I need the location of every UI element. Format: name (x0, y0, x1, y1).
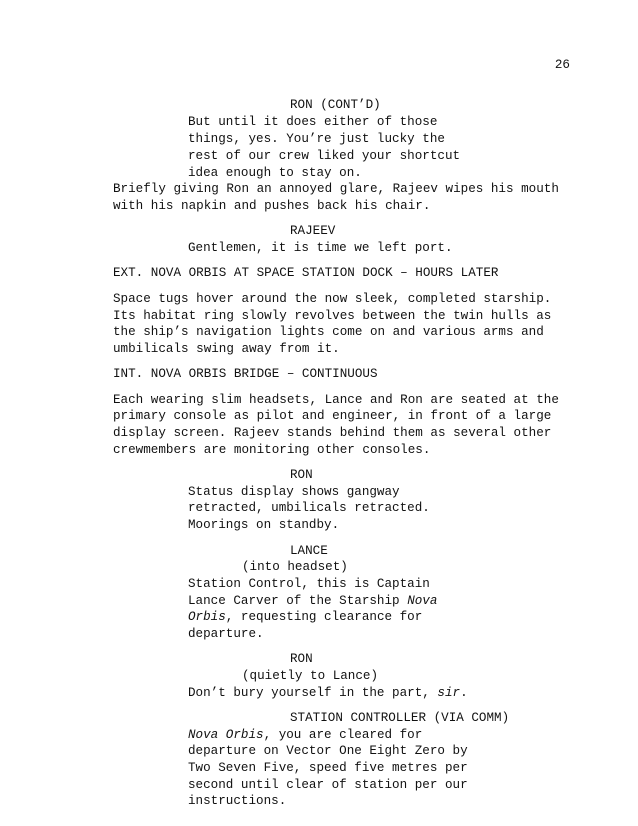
parenthetical: (quietly to Lance) (242, 669, 379, 683)
action-line: with his napkin and pushes back his chair. (113, 199, 431, 213)
dialogue-line: Moorings on standby. (188, 518, 340, 532)
dialogue-line: idea enough to stay on. (188, 166, 362, 180)
action-line: Each wearing slim headsets, Lance and Ron are seated at the (113, 393, 559, 407)
page-number: 26 (554, 58, 570, 72)
dialogue-text: Don’t bury yourself in the part, (188, 686, 438, 700)
dialogue-line: retracted, umbilicals retracted. (188, 501, 430, 515)
ship-name-italic: Orbis (188, 610, 226, 624)
dialogue-line: things, yes. You’re just lucky the (188, 132, 445, 146)
character-name: STATION CONTROLLER (VIA COMM) (290, 711, 510, 725)
dialogue-line: second until clear of station per our (188, 778, 468, 792)
action-line: Its habitat ring slowly revolves between the twin hulls as (113, 309, 552, 323)
action-line: Briefly giving Ron an annoyed glare, Rajeev wipes his mouth (113, 182, 559, 196)
dialogue-line: Status display shows gangway (188, 485, 400, 499)
character-name: RAJEEV (290, 224, 336, 238)
dialogue-line: departure on Vector One Eight Zero by (188, 744, 468, 758)
dialogue-line (188, 609, 422, 626)
action-line: the ship’s navigation lights come on and various arms and (113, 325, 544, 339)
dialogue-text: Lance Carver of the Starship (188, 594, 400, 608)
character-name: RON (290, 468, 313, 482)
ship-name-italic: Nova (407, 594, 438, 608)
action-line: crewmembers are monitoring other consoles. (113, 443, 431, 457)
dialogue-text: , requesting clearance for (225, 610, 423, 624)
dialogue-line: rest of our crew liked your shortcut (188, 149, 461, 163)
dialogue-line (188, 593, 437, 610)
dialogue-line: But until it does either of those (188, 115, 438, 129)
dialogue-line: instructions. (188, 794, 287, 808)
emphasis-italic: sir (437, 686, 461, 700)
character-name: LANCE (290, 544, 328, 558)
action-line: Space tugs hover around the now sleek, completed starship. (113, 292, 552, 306)
dialogue-line: Gentlemen, it is time we left port. (188, 241, 453, 255)
action-line: umbilicals swing away from it. (113, 342, 340, 356)
dialogue-line (188, 685, 468, 702)
dialogue-line: Station Control, this is Captain (188, 577, 430, 591)
action-line: primary console as pilot and engineer, in front of a large (113, 409, 552, 423)
character-name: RON (CONT’D) (290, 98, 381, 112)
dialogue-line: Two Seven Five, speed five metres per (188, 761, 468, 775)
parenthetical: (into headset) (242, 560, 348, 574)
ship-name-italic: Nova Orbis (188, 728, 264, 742)
dialogue-line (188, 727, 422, 744)
dialogue-text: . (460, 686, 468, 700)
dialogue-text: , you are cleared for (263, 728, 423, 742)
action-line: display screen. Rajeev stands behind them as several other (113, 426, 552, 440)
scene-heading: EXT. NOVA ORBIS AT SPACE STATION DOCK – HOURS LATER (113, 266, 499, 280)
scene-heading: INT. NOVA ORBIS BRIDGE – CONTINUOUS (113, 367, 378, 381)
character-name: RON (290, 652, 313, 666)
dialogue-line: departure. (188, 627, 264, 641)
